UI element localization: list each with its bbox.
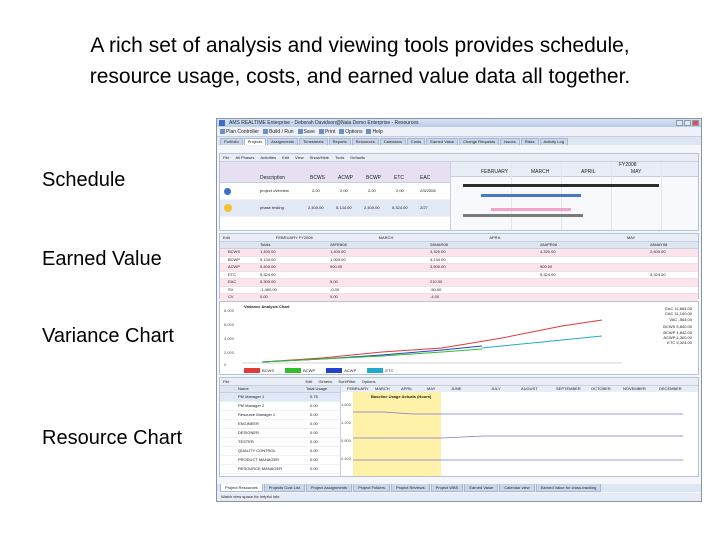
gantt-bar[interactable] xyxy=(463,214,583,217)
ev-row[interactable]: CV 0.00 0.00 -4.00 xyxy=(220,294,698,302)
save-button[interactable]: Save xyxy=(298,129,315,135)
print-button[interactable]: Print xyxy=(319,129,335,135)
schedule-header xyxy=(220,162,450,183)
tab-timesheets[interactable]: Timesheets xyxy=(299,138,328,145)
module-tabs xyxy=(217,137,701,145)
ev-row[interactable]: BCWP 5,134.00 1,000.00 4,134.00 xyxy=(220,257,698,265)
resource-sort-filter-menu[interactable]: Sort/Filter xyxy=(338,379,356,384)
project-icon xyxy=(224,188,231,195)
help-icon xyxy=(366,129,371,134)
resource-chart-panel xyxy=(219,377,699,477)
options-icon xyxy=(339,129,344,134)
col-eac: EAC xyxy=(420,175,431,181)
print-icon xyxy=(319,129,324,134)
schedule-body xyxy=(220,162,698,230)
schedule-edit-menu[interactable]: Edit xyxy=(282,155,290,160)
ev-grid xyxy=(220,249,698,302)
ev-row[interactable]: BCWS 1,400.00 1,400.00 4,320.00 4,320.00 2,400.00 xyxy=(220,249,698,257)
variance-chart xyxy=(242,308,622,364)
col-description: Description xyxy=(260,175,286,181)
resource-options-menu[interactable]: Options xyxy=(361,379,376,384)
usage-line-2 xyxy=(353,436,683,438)
schedule-show-hide-menu[interactable]: Show/Hide xyxy=(309,155,329,160)
plan-icon xyxy=(220,129,225,134)
resource-usage-chart xyxy=(353,398,693,476)
variance-summary: EAC 11,664.00 CAC 11,100.00 VAC -564.00 BCWS 5,840.00 BCWP 4,842.00 ACWP 4,300.00 ETC 5,324.00 xyxy=(663,306,692,346)
ev-header: Totals 28FEB08 28MAR08 28APR08 28MAY08 xyxy=(220,242,698,249)
save-icon xyxy=(298,129,303,134)
schedule-toolbar xyxy=(220,154,698,162)
build-run-button[interactable]: Build / Run xyxy=(263,129,293,135)
label-schedule: Schedule xyxy=(42,169,126,191)
tab-issues[interactable]: Issues xyxy=(500,138,520,145)
app-screenshot xyxy=(216,118,702,502)
resource-chart-title: Baseline Usage Actuals (Hours) xyxy=(371,394,432,399)
schedule-file-menu[interactable]: File xyxy=(223,155,230,160)
gantt-timeline: FY2008 FEBRUARY MARCH APRIL MAY xyxy=(451,162,698,177)
schedule-view-menu[interactable]: View xyxy=(295,155,304,160)
variance-legend: BCWS BCWP ACWP ETC xyxy=(244,368,393,373)
ev-row[interactable]: ETC 5,324.00 5,324.00 3,324.00 xyxy=(220,272,698,280)
tab-assignments[interactable]: Assignments xyxy=(267,138,298,145)
legend-swatch-bcwp xyxy=(285,368,301,373)
gantt-bar[interactable] xyxy=(491,208,571,211)
resource-toolbar xyxy=(220,378,698,386)
tab-change-requests[interactable]: Change Requests xyxy=(459,138,499,145)
legend-swatch-acwp xyxy=(326,368,342,373)
tab-portfolio[interactable]: Portfolio xyxy=(220,138,243,145)
gantt-chart xyxy=(451,162,698,230)
schedule-defaults-menu[interactable]: Defaults xyxy=(350,155,366,160)
schedule-grid xyxy=(220,162,451,230)
schedule-row[interactable]: phase testing 2,400.00 5,134.00 2,400.00 5,324.00 2/27 xyxy=(220,200,450,217)
resource-row[interactable]: ENGINEER 0.00 xyxy=(220,420,340,429)
label-resource-chart: Resource Chart xyxy=(42,427,183,449)
minimize-icon[interactable] xyxy=(676,120,683,126)
app-icon xyxy=(219,120,225,126)
schedule-panel xyxy=(219,153,699,231)
usage-line-1 xyxy=(353,412,683,414)
ev-row[interactable]: SV -1,400.00 -0.00 -50.00 xyxy=(220,287,698,295)
build-icon xyxy=(263,129,268,134)
label-variance-chart: Variance Chart xyxy=(42,325,174,347)
tab-earned-value[interactable]: Earned Value xyxy=(426,138,458,145)
options-button[interactable]: Options xyxy=(339,129,362,135)
col-etc: ETC xyxy=(394,175,404,181)
schedule-row[interactable]: project overview 2,00 2,00 2,00 2,00 2/5/2008 xyxy=(220,183,450,200)
ev-edit-menu[interactable]: Edit xyxy=(223,235,230,240)
tab-activity-log[interactable]: Activity Log xyxy=(540,138,568,145)
caption-line-2: resource usage, costs, and earned value data all together. xyxy=(89,65,631,88)
resource-edit-menu[interactable]: Edit xyxy=(305,379,313,384)
tab-reports[interactable]: Reports xyxy=(329,138,351,145)
resource-row[interactable]: QUALITY CONTROL 0.00 xyxy=(220,447,340,456)
tab-project-wbs[interactable]: Project WBS xyxy=(431,484,464,492)
col-acwp: ACWP xyxy=(338,175,353,181)
resource-row[interactable]: PRODUCT MANAGER 0.00 xyxy=(220,456,340,465)
legend-swatch-bcws xyxy=(244,368,260,373)
ev-toolbar: Edit FEBRUARY FY2008 MARCH APRIL MAY xyxy=(220,234,698,242)
tab-project-resources[interactable]: Project Resources xyxy=(220,484,263,492)
resource-row[interactable]: RESOURCE MANAGER 0.00 xyxy=(220,465,340,474)
tab-earned-value-bottom[interactable]: Earned Value xyxy=(464,484,498,492)
tab-projects-cost-list[interactable]: Projects Cost List xyxy=(264,484,305,492)
tab-calendar-view[interactable]: Calendar view xyxy=(499,484,534,492)
schedule-activities-menu[interactable]: Activities xyxy=(260,155,277,160)
caption xyxy=(0,30,720,92)
resource-months: FEBRUARY MARCH APRIL MAY JUNE JULY AUGUST SEPTEMBER OCTOBER NOVEMBER DECEMBER xyxy=(341,386,698,392)
close-icon[interactable] xyxy=(692,120,699,126)
window-titlebar xyxy=(217,119,701,127)
resource-generic-menu[interactable]: Generic xyxy=(318,379,333,384)
ev-row[interactable]: ACWP 5,400.00 900.00 3,500.00 900.00 xyxy=(220,264,698,272)
tab-calendars[interactable]: Calendars xyxy=(380,138,406,145)
tab-resources[interactable]: Resources xyxy=(352,138,379,145)
phase-icon xyxy=(224,204,232,212)
resource-file-menu[interactable]: File xyxy=(223,379,230,384)
help-button[interactable]: Help xyxy=(366,129,382,135)
maximize-icon[interactable] xyxy=(684,120,691,126)
resource-row[interactable]: DESIGNER 0.00 xyxy=(220,429,340,438)
resource-row[interactable]: PM Manager 1 0.75 xyxy=(220,393,340,402)
resource-row[interactable]: TESTER 0.00 xyxy=(220,438,340,447)
gantt-bar[interactable] xyxy=(463,184,659,187)
tab-ev-cross-tracking[interactable]: Earned Value for cross-tracking xyxy=(536,484,602,492)
col-bcwp: BCWP xyxy=(366,175,381,181)
tab-project-reviews[interactable]: Project Reviews xyxy=(391,484,430,492)
bottom-tabs xyxy=(217,484,702,492)
plan-controller-button[interactable]: Plan Controller xyxy=(220,129,259,135)
tab-project-assignments[interactable]: Project Assignments xyxy=(306,484,352,492)
variance-chart-title: Variance Analysis Chart xyxy=(244,304,290,309)
tab-project-folders[interactable]: Project Folders xyxy=(353,484,390,492)
gantt-bar[interactable] xyxy=(481,194,581,197)
variance-chart-panel: Variance Analysis Chart 8,000 6,000 4,000 2,000 0 EAC 11,664.00 CAC 11,100.00 VAC -564.00 BCWS 5,840.00 BCWP 4,842.00 ACWP 4,300.00 ETC 5,324.00 BCWS BCWP ACWP ETC xyxy=(219,301,699,375)
caption-line-1: A rich set of analysis and viewing tools provides schedule, xyxy=(90,34,630,57)
label-earned-value: Earned Value xyxy=(42,248,162,270)
legend-swatch-etc xyxy=(367,368,383,373)
status-bar: Watch view space for helpful info xyxy=(217,493,701,501)
col-bcws: BCWS xyxy=(310,175,325,181)
ev-row[interactable]: EAC 5,300.00 5.00 210.00 xyxy=(220,279,698,287)
tab-costs[interactable]: Costs xyxy=(407,138,425,145)
tab-risks[interactable]: Risks xyxy=(521,138,539,145)
etc-line xyxy=(482,336,602,348)
window-title: AMS REALTIME Enterprise - Deborah Davidson@Nala Demo Enterprise - Resources xyxy=(229,120,419,126)
resource-row[interactable]: PM Manager 2 0.00 xyxy=(220,402,340,411)
main-toolbar xyxy=(217,127,701,137)
earned-value-panel xyxy=(219,233,699,299)
resource-chart: FEBRUARY MARCH APRIL MAY JUNE JULY AUGUST SEPTEMBER OCTOBER NOVEMBER DECEMBER Baseline Usage Actuals (Hours) 1.600 1.200 0.800 0.400 xyxy=(341,386,698,476)
schedule-phases-menu[interactable]: All Phases xyxy=(235,155,255,160)
tab-projects[interactable]: Projects xyxy=(244,138,266,145)
resource-list: Name Total Usage PM Manager 1 0.75 PM Manager 2 0.00 Resource Manager 2 0.00 ENGINEER 0.00 DESIGNER 0.00 TESTER 0.00 QUALITY CONTROL 0.00 PRODUCT MANAGER 0.00 RESOURCE MANAGER 0.00 xyxy=(220,386,341,476)
resource-row[interactable]: Resource Manager 2 0.00 xyxy=(220,411,340,420)
schedule-tools-menu[interactable]: Tools xyxy=(335,155,345,160)
